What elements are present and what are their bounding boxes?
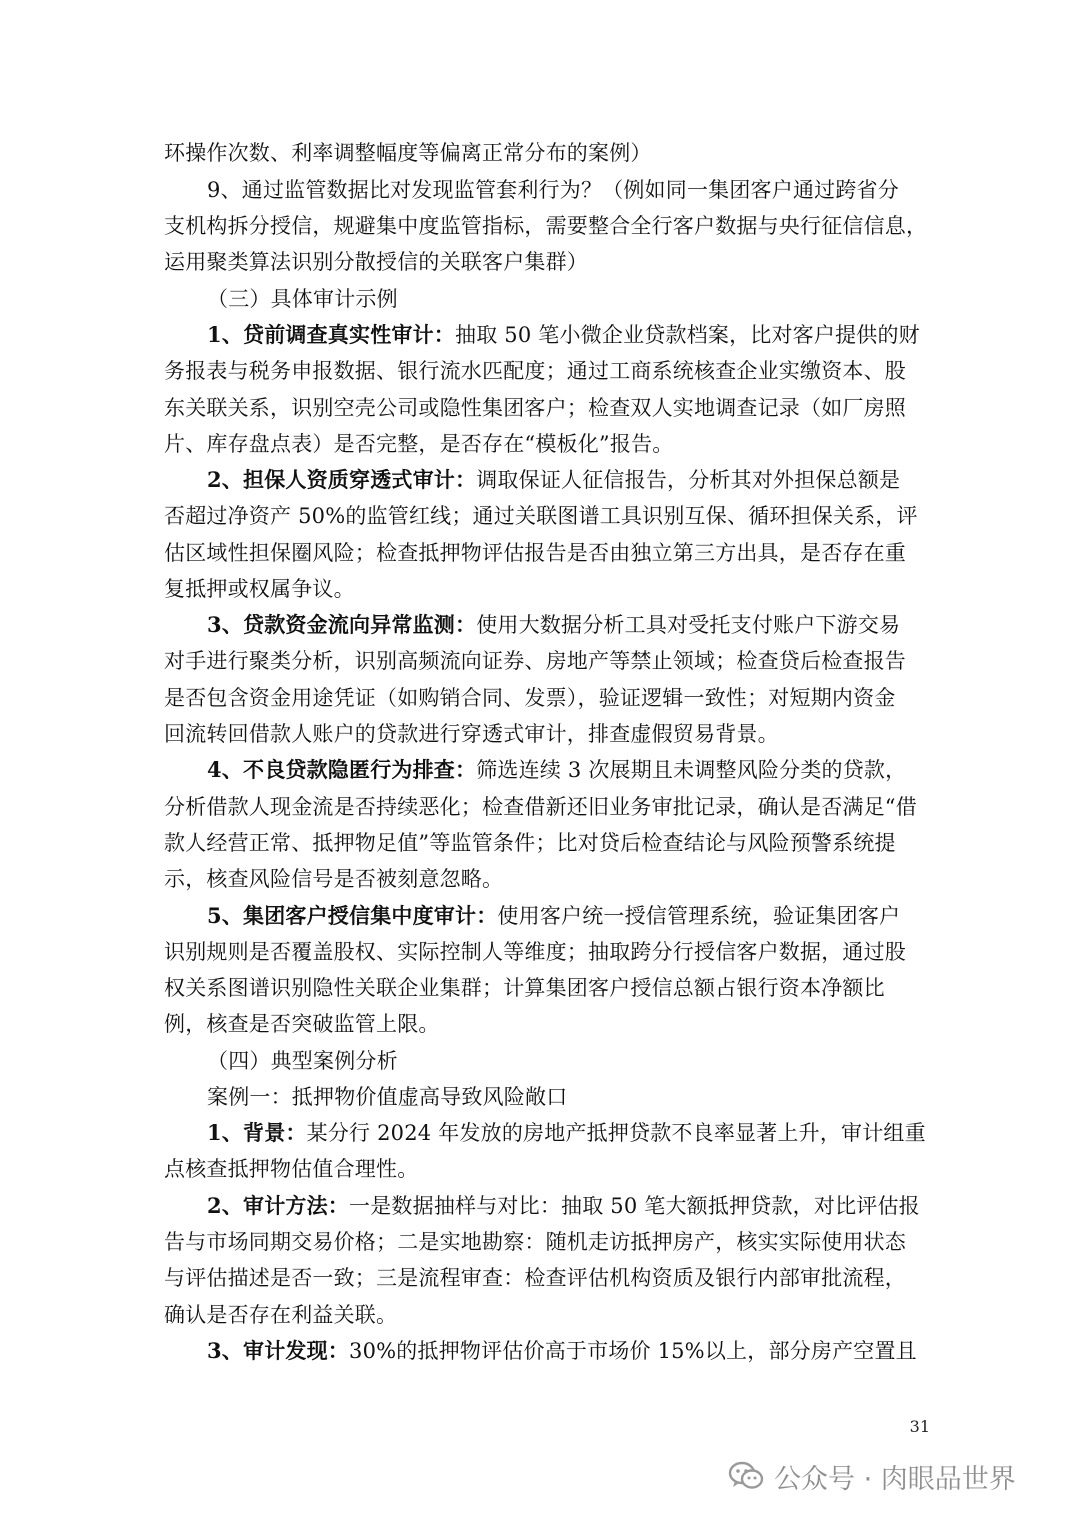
text-line: 2、审计方法：一是数据抽样与对比：抽取 50 笔大额抵押贷款，对比评估报 — [207, 1193, 920, 1218]
text-line: 片、库存盘点表）是否完整，是否存在“模板化”报告。 — [164, 432, 674, 456]
text-line: 务报表与税务申报数据、银行流水匹配度；通过工商系统核查企业实缴资本、股 — [164, 359, 906, 383]
text-line: 3、贷款资金流向异常监测：使用大数据分析工具对受托支付账户下游交易 — [207, 612, 901, 637]
text-line: 1、背景：某分行 2024 年发放的房地产抵押贷款不良率显著上升，审计组重 — [207, 1120, 926, 1145]
text-line: 是否包含资金用途凭证（如购销合同、发票），验证逻辑一致性；对短期内资金 — [164, 686, 896, 710]
text-line: 3、审计发现：30%的抵押物评估价高于市场价 15%以上，部分房产空置且 — [207, 1338, 917, 1363]
text-line: 估区域性担保圈风险；检查抵押物评估报告是否由独立第三方出具，是否存在重 — [164, 541, 906, 565]
text-line: 示，核查风险信号是否被刻意忽略。 — [164, 867, 504, 891]
text-line: 运用聚类算法识别分散授信的关联客户集群） — [164, 250, 588, 274]
text-line: 环操作次数、利率调整幅度等偏离正常分布的案例） — [164, 141, 652, 165]
text-line: 5、集团客户授信集中度审计：使用客户统一授信管理系统，验证集团客户 — [207, 903, 901, 928]
section-heading: （三）具体审计示例 — [207, 287, 398, 311]
section-heading: （四）典型案例分析 — [207, 1049, 398, 1073]
text-line: 支机构拆分授信，规避集中度监管指标，需要整合全行客户数据与央行征信信息， — [164, 214, 928, 238]
text-line: 确认是否存在利益关联。 — [164, 1303, 398, 1327]
text-line: 点核查抵押物估值合理性。 — [164, 1157, 419, 1181]
wechat-icon — [728, 1460, 764, 1492]
text-line: 款人经营正常、抵押物足值”等监管条件；比对贷后检查结论与风险预警系统提 — [164, 831, 896, 855]
text-line: 例，核查是否突破监管上限。 — [164, 1012, 440, 1036]
text-line: 对手进行聚类分析，识别高频流向证券、房地产等禁止领域；检查贷后检查报告 — [164, 649, 906, 673]
watermark-text: 公众号 · 肉眼品世界 — [774, 1463, 1016, 1495]
page-number: 31 — [909, 1417, 930, 1436]
text-line: 4、不良贷款隐匿行为排查：筛选连续 3 次展期且未调整风险分类的贷款， — [207, 757, 907, 782]
case-heading: 案例一：抵押物价值虚高导致风险敞口 — [207, 1085, 568, 1109]
text-line: 2、担保人资质穿透式审计：调取保证人征信报告，分析其对外担保总额是 — [207, 467, 901, 492]
watermark — [728, 1456, 1016, 1496]
text-line: 与评估描述是否一致；三是流程审查：检查评估机构资质及银行内部审批流程， — [164, 1266, 906, 1290]
text-line: 权关系图谱识别隐性关联企业集群；计算集团客户授信总额占银行资本净额比 — [164, 976, 885, 1000]
text-line: 识别规则是否覆盖股权、实际控制人等维度；抽取跨分行授信客户数据，通过股 — [164, 940, 906, 964]
text-line: 分析借款人现金流是否持续恶化；检查借新还旧业务审批记录，确认是否满足“借 — [164, 795, 917, 819]
text-line: 告与市场同期交易价格；二是实地勘察：随机走访抵押房产，核实实际使用状态 — [164, 1230, 906, 1254]
text-line: 复抵押或权属争议。 — [164, 577, 355, 601]
text-line: 回流转回借款人账户的贷款进行穿透式审计，排查虚假贸易背景。 — [164, 722, 779, 746]
text-line: 1、贷前调查真实性审计：抽取 50 笔小微企业贷款档案，比对客户提供的财 — [207, 322, 920, 347]
text-line: 否超过净资产 50%的监管红线；通过关联图谱工具识别互保、循环担保关系，评 — [164, 504, 918, 528]
text-line: 东关联关系，识别空壳公司或隐性集团客户；检查双人实地调查记录（如厂房照 — [164, 396, 906, 420]
text-line: 9、通过监管数据比对发现监管套利行为？（例如同一集团客户通过跨省分 — [207, 178, 899, 202]
